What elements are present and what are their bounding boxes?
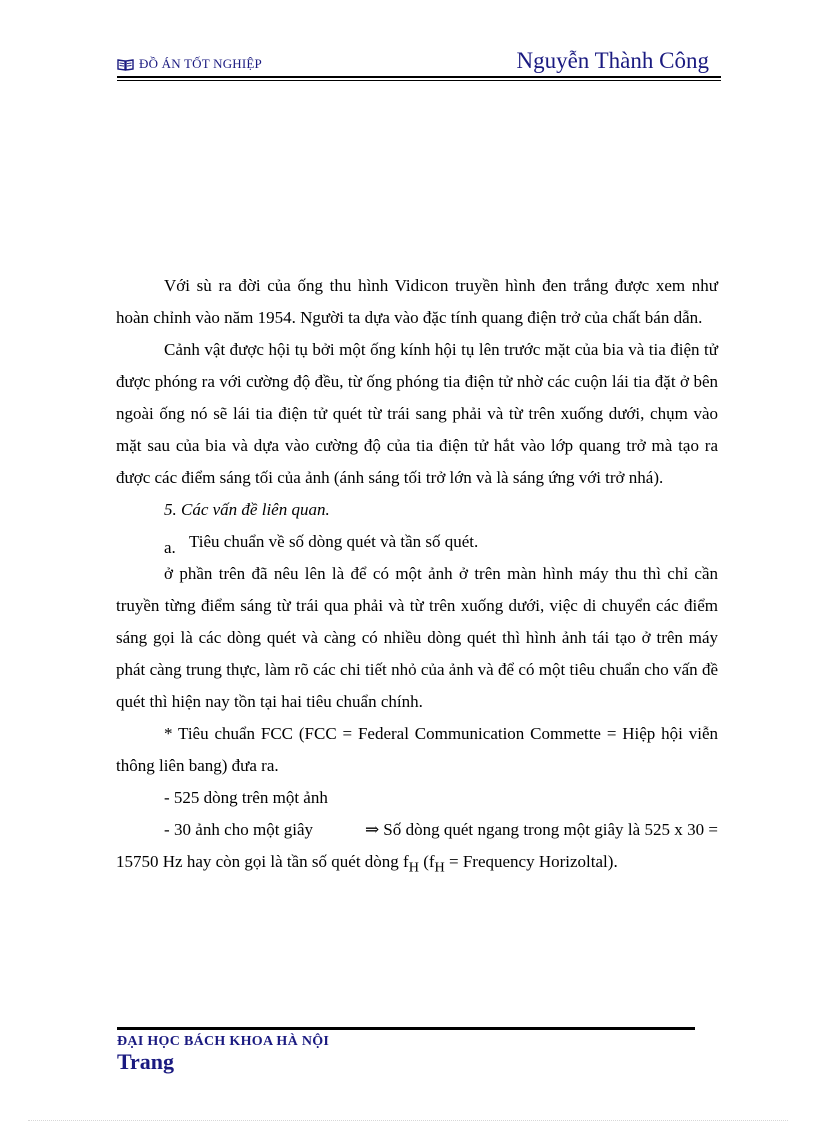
document-body (116, 270, 718, 883)
paragraph-vidicon: Với sù ra đời của ống thu hình Vidicon truyền hình đen trắng được xem như hoàn chỉnh vào năm 1954. Người ta dựa vào đặc tính quang điện trở của chất bán dẫn. (116, 276, 718, 327)
footer-page-label: Trang (117, 1049, 175, 1074)
list-item-a (116, 526, 718, 558)
paragraph-scanning: ở phần trên đã nêu lên là để có một ảnh ở trên màn hình máy thu thì chỉ cần truyền từng điểm sáng từ trái qua phải và từ trên xuống dưới, việc di chuyển các điểm sáng gọi là các dòng quét và càng có nhiều dòng quét thì hình ảnh tái tạo ở trên máy phát càng trung thực, làm rõ các chi tiết nhỏ của ảnh và để có một tiêu chuẩn cho vấn đề quét thì hiện nay tồn tại hai tiêu chuẩn chính. (116, 564, 718, 711)
subscript-h-1: H (408, 859, 419, 876)
header-rule-thin (117, 80, 721, 81)
list-marker-a: a. (164, 538, 176, 557)
paragraph-frames (116, 814, 718, 883)
frames-text-4: = Frequency Horizoltal). (444, 852, 618, 871)
subscript-h-2: H (434, 859, 445, 876)
paragraph-fcc: * Tiêu chuẩn FCC (FCC = Federal Communication Commette = Hiệp hội viễn thông liên bang) đưa ra. (116, 724, 718, 775)
header-rule-thick (117, 76, 721, 78)
frames-text-1: - 30 ảnh cho một giây (164, 820, 314, 839)
header-author: Nguyễn Thành Công (516, 48, 709, 73)
header-title: ĐỒ ÁN TỐT NGHIỆP (139, 56, 262, 71)
list-item-a-text: Tiêu chuẩn về số dòng quét và tần số quét. (189, 532, 479, 551)
paragraph-lines: - 525 dòng trên một ảnh (164, 788, 328, 807)
frames-text-3: (f (418, 852, 435, 871)
footer-school: ĐẠI HỌC BÁCH KHOA HÀ NỘI (117, 1034, 330, 1049)
paragraph-scene: Cảnh vật được hội tụ bởi một ống kính hội tụ lên trước mặt của bia và tia điện tử được phóng ra với cường độ đều, từ ống phóng tia điện tử nhờ các cuộn lái tia đặt ở bên ngoài ống nó sẽ lái tia điện tử quét từ trái sang phải và từ trên xuống dưới, chụm vào mặt sau của bia và dựa vào cường độ của tia điện tử hắt vào lớp quang trở mà tạo ra được các điểm sáng tối của ảnh (ánh sáng tối trở lớn và là sáng ứng với trở nhá). (116, 340, 718, 487)
frames-text-2: Số dòng quét ngang trong một giây là 525 x 30 = 15750 Hz hay còn gọi là tần số quét dòng f (116, 820, 718, 871)
header-left (117, 56, 262, 72)
section-heading: 5. Các vấn đề liên quan. (164, 500, 330, 519)
implies-arrow-icon: ⇒ (365, 820, 380, 839)
open-book-icon (117, 58, 134, 71)
footer-rule (117, 1027, 695, 1030)
page-bottom-border (28, 1120, 788, 1122)
